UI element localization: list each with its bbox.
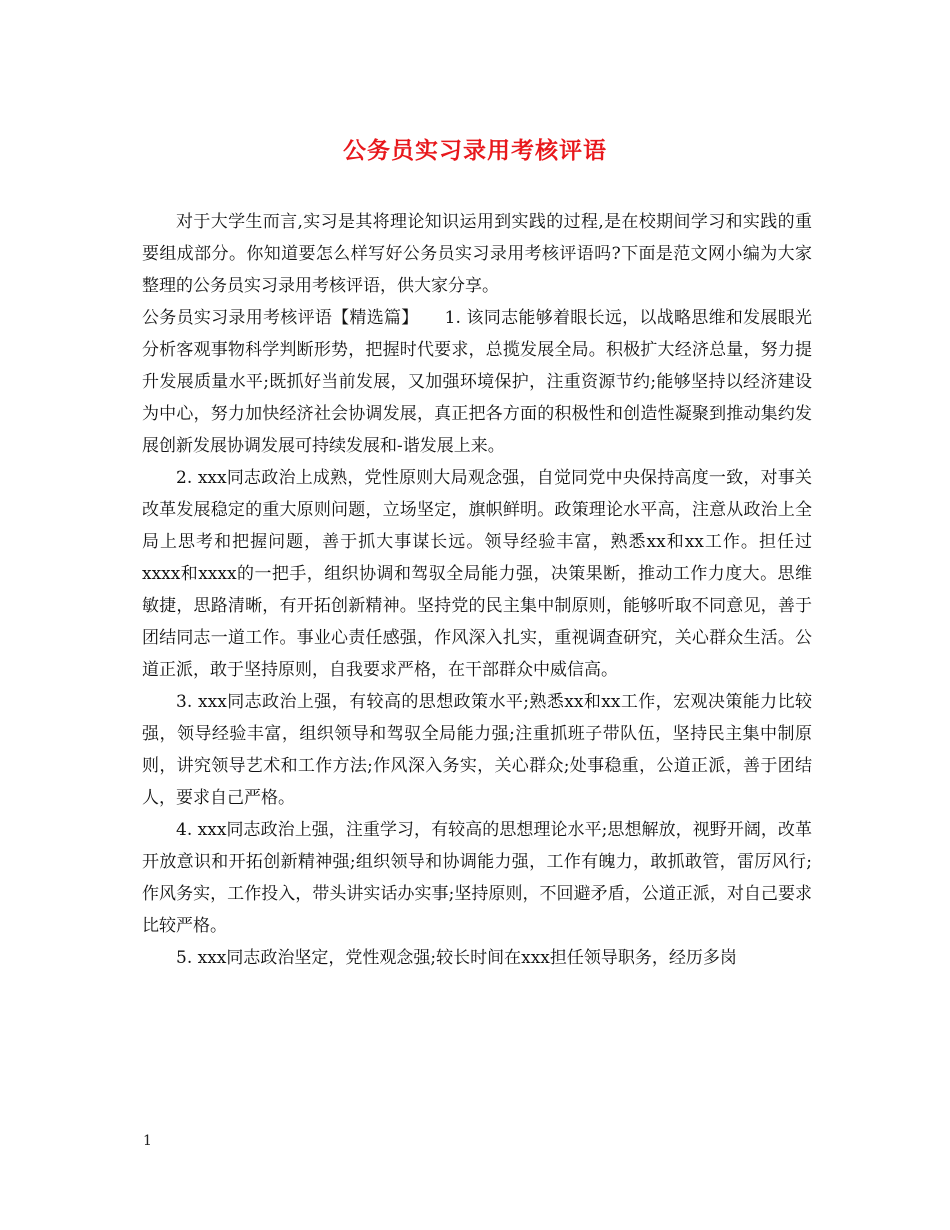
intro-paragraph: 对于大学生而言,实习是其将理论知识运用到实践的过程,是在校期间学习和实践的重要组成部分。你知道要怎么样写好公务员实习录用考核评语吗?下面是范文网小编为大家整理的公务员实习录用考核评语，供大家分享。 [142, 212, 812, 296]
page-number: 1 [143, 1133, 152, 1149]
comment-paragraph-5: 5. xxx同志政治坚定，党性观念强;较长时间在xxx担任领导职务，经历多岗 [176, 948, 737, 968]
comment-paragraph-4: 4. xxx同志政治上强，注重学习，有较高的思想理论水平;思想解放，视野开阔，改革开放意识和开拓创新精神强;组织领导和协调能力强，工作有魄力，敢抓敢管，雷厉风行;作风务实，工作投入，带头讲实话办实事;坚持原则，不回避矛盾，公道正派，对自己要求比较严格。 [142, 820, 812, 936]
comment-paragraph-3: 3. xxx同志政治上强，有较高的思想政策水平;熟悉xx和xx工作，宏观决策能力比较强，领导经验丰富，组织领导和驾驭全局能力强;注重抓班子带队伍，坚持民主集中制原则，讲究领导艺术和工作方法;作风深入务实，关心群众;处事稳重，公道正派，善于团结人，要求自己严格。 [142, 692, 812, 808]
comment-paragraph-2: 2. xxx同志政治上成熟，党性原则大局观念强，自觉同党中央保持高度一致，对事关改革发展稳定的重大原则问题，立场坚定，旗帜鲜明。政策理论水平高，注意从政治上全局上思考和把握问题，善于抓大事谋长远。领导经验丰富，熟悉xx和xx工作。担任过xxxx和xxxx的一把手，组织协调和驾驭全局能力强，决策果断，推动工作力度大。思维敏捷，思路清晰，有开拓创新精神。坚持党的民主集中制原则，能够听取不同意见，善于团结同志一道工作。事业心责任感强，作风深入扎实，重视调查研究，关心群众生活。公道正派，敢于坚持原则，自我要求严格，在干部群众中威信高。 [142, 468, 812, 680]
section-heading-paragraph: 公务员实习录用考核评语【精选篇】 1. 该同志能够着眼长远，以战略思维和发展眼光分析客观事物科学判断形势，把握时代要求，总揽发展全局。积极扩大经济总量，努力提升发展质量水平;既抓好当前发展，又加强环境保护，注重资源节约;能够坚持以经济建设为中心，努力加快经济社会协调发展，真正把各方面的积极性和创造性凝聚到推动集约发展创新发展协调发展可持续发展和-谐发展上来。 [142, 308, 812, 456]
document-body [142, 206, 812, 974]
document-title: 公务员实习录用考核评语 [343, 138, 607, 164]
